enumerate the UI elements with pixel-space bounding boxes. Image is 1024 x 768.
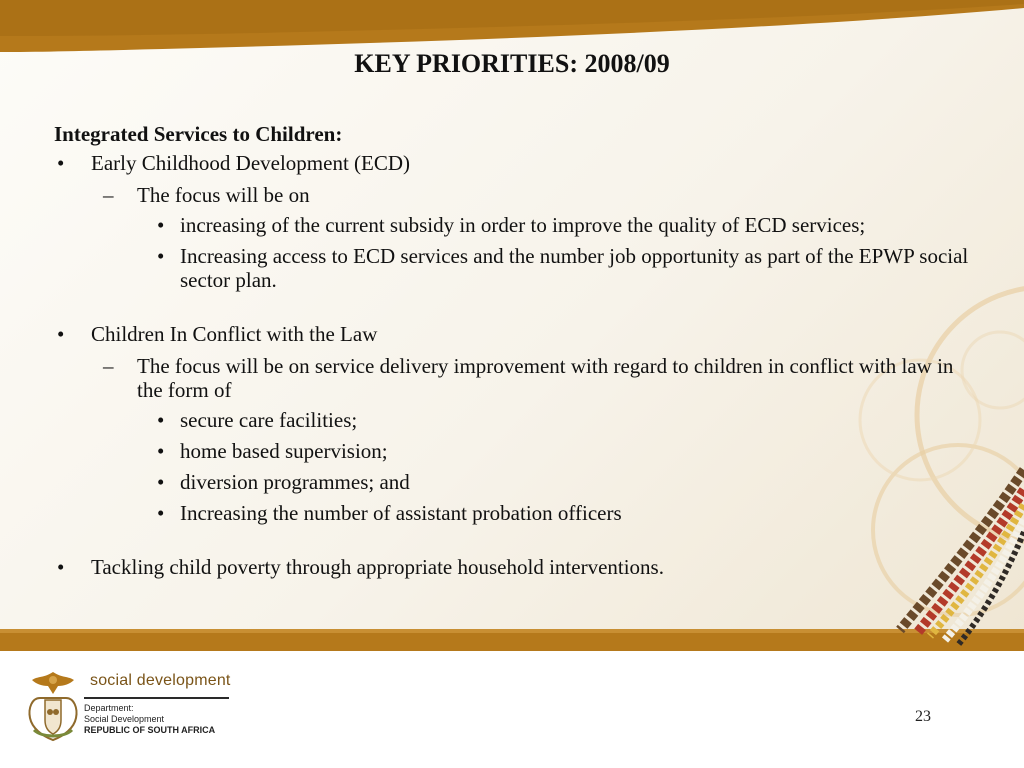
list-item [54, 213, 984, 237]
spacer [54, 299, 984, 322]
list-item-text: Increasing the number of assistant probation officers [180, 501, 622, 525]
bullet-marker: • [57, 151, 65, 175]
bullet-text: Children In Conflict with the Law [91, 322, 378, 346]
bullet-child-poverty [54, 555, 984, 579]
section-heading: Integrated Services to Children: [54, 122, 343, 146]
brand-divider [84, 697, 229, 699]
list-item-text: increasing of the current subsidy in order to improve the quality of ECD services; [180, 213, 866, 237]
sub-bullet-conflict-focus [54, 354, 984, 402]
bullet-marker: • [57, 555, 65, 579]
list-item [54, 244, 984, 292]
department-name: Social Development [84, 714, 165, 724]
spacer [54, 532, 984, 555]
bullet-marker: • [157, 501, 165, 525]
sub-bullet-ecd-focus [54, 183, 984, 207]
slide-title: KEY PRIORITIES: 2008/09 [354, 49, 670, 78]
dash-marker: – [103, 354, 114, 378]
list-item-text: secure care facilities; [180, 408, 358, 432]
list-item [54, 408, 984, 432]
list-item [54, 439, 984, 463]
brand-name: social development [90, 672, 231, 689]
bullet-text: Tackling child poverty through appropriate household interventions. [91, 555, 664, 579]
list-item-text: diversion programmes; and [180, 470, 410, 494]
dash-marker: – [103, 183, 114, 207]
department-label: Department: [84, 703, 134, 713]
bullet-marker: • [157, 439, 165, 463]
bottom-stripe [0, 629, 1024, 651]
list-item-text: Increasing access to ECD services and the number job opportunity as part of the EPWP social sector plan. [180, 244, 969, 292]
bullet-marker: • [157, 408, 165, 432]
department-block [84, 703, 215, 736]
list-item [54, 470, 984, 494]
bullet-marker: • [157, 213, 165, 237]
bullet-marker: • [157, 244, 165, 268]
bullet-ecd [54, 151, 984, 175]
page-number: 23 [915, 708, 931, 725]
country-name: REPUBLIC OF SOUTH AFRICA [84, 725, 216, 735]
bullet-text: Early Childhood Development (ECD) [91, 151, 411, 175]
coat-of-arms-icon [22, 668, 84, 744]
sub-bullet-text: The focus will be on [137, 183, 310, 207]
slide-content [54, 122, 984, 587]
sub-bullet-text: The focus will be on service delivery improvement with regard to children in conflict with law in the form of [137, 354, 954, 402]
bullet-marker: • [57, 322, 65, 346]
bullet-conflict-with-law [54, 322, 984, 346]
bullet-marker: • [157, 470, 165, 494]
list-item-text: home based supervision; [180, 439, 388, 463]
list-item [54, 501, 984, 525]
